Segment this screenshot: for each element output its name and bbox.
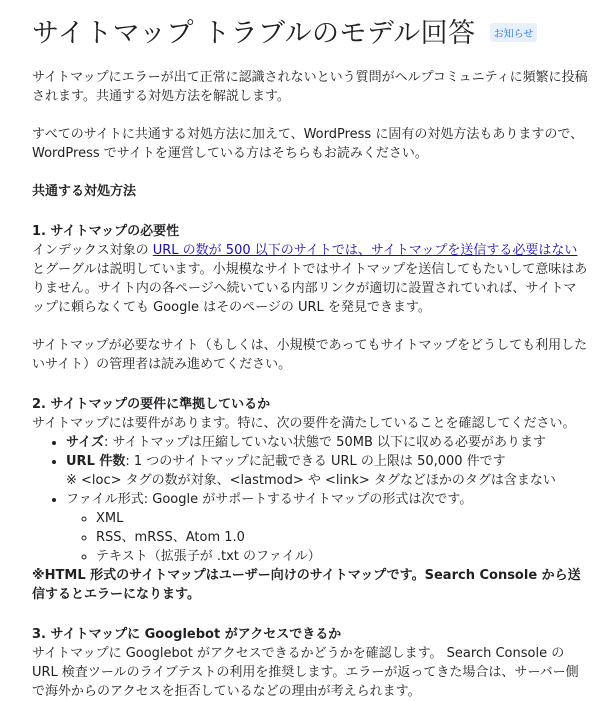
list-item [66, 490, 588, 566]
format-item: ◦ RSS、mRSS、Atom 1.0 [96, 528, 588, 547]
page-title: サイトマップ トラブルのモデル回答 [32, 17, 476, 49]
section-1-paragraph-1 [32, 241, 588, 317]
url-count-label: URL 件数 [66, 454, 126, 469]
format-item: ◦ XML [96, 509, 588, 528]
file-format-text: ファイル形式: Google がサポートするサイトマップの形式は次です。 [66, 492, 473, 507]
size-text: : サイトマップは圧縮していない状態で 50MB 以下に収める必要があります [103, 435, 546, 450]
list-item [66, 452, 588, 490]
format-item: ◦ テキスト（拡張子が .txt のファイル） [96, 547, 588, 566]
article-body [32, 68, 588, 701]
section-3-paragraph: サイトマップに Googlebot がアクセスできるかどうかを確認します。 Search Console の URL 検査ツールのライブテストの利用を推奨します。エラーが返ってきた場合は、サーバー側で海外からのアクセスを拒否しているなどの理由が考えられます。 [32, 646, 579, 699]
url-count-note: ※ <loc> タグの数が対象、<lastmod> や <link> タグなどほかのタグは含まない [66, 473, 556, 488]
requirements-list [32, 433, 588, 566]
size-label: サイズ [66, 435, 104, 450]
section-3-heading: 3. サイトマップに Googlebot がアクセスできるか [32, 627, 342, 642]
section-1-pre-link: インデックス対象の [32, 243, 153, 258]
title-row [32, 0, 588, 60]
section-1-heading: 1. サイトマップの必要性 [32, 224, 180, 239]
intro-paragraph-1: サイトマップにエラーが出て正常に認識されないという質問がヘルプコミュニティに頻繁に投稿されます。共通する対処方法を解説します。 [32, 70, 588, 104]
url-count-text: : 1 つのサイトマップに記載できる URL の上限は 50,000 件です [125, 454, 506, 469]
section-1-paragraph-2: サイトマップが必要なサイト（もしくは、小規模であってもサイトマップをどうしても利用したいサイト）の管理者は読み進めてください。 [32, 338, 588, 372]
common-solutions-heading: 共通する対処方法 [32, 184, 137, 199]
intro-paragraph-2: すべてのサイトに共通する対処方法に加えて、WordPress に固有の対処方法もありますので、WordPress でサイトを運営している方はそちらもお読みください。 [32, 127, 584, 161]
section-1-post-link: とグーグルは説明しています。小規模なサイトではサイトマップを送信してもたいして意味はありません。サイト内の各ページへ続いている内部リンクが適切に設置されていれば、サイトマップに頼らなくても Google はそのページの URL を発見できます。 [32, 262, 588, 315]
format-list [66, 509, 588, 566]
html-sitemap-warning: ※HTML 形式のサイトマップはユーザー向けのサイトマップです。Search Console から送信するとエラーになります。 [32, 568, 581, 602]
section-2-heading: 2. サイトマップの要件に準拠しているか [32, 397, 271, 412]
list-item [66, 433, 588, 452]
announcement-badge[interactable]: お知らせ [490, 23, 538, 42]
section-2-intro: サイトマップには要件があります。特に、次の要件を満たしていることを確認してください。 [32, 416, 576, 431]
url-limit-link[interactable]: URL の数が 500 以下のサイトでは、サイトマップを送信する必要はない [152, 243, 578, 258]
